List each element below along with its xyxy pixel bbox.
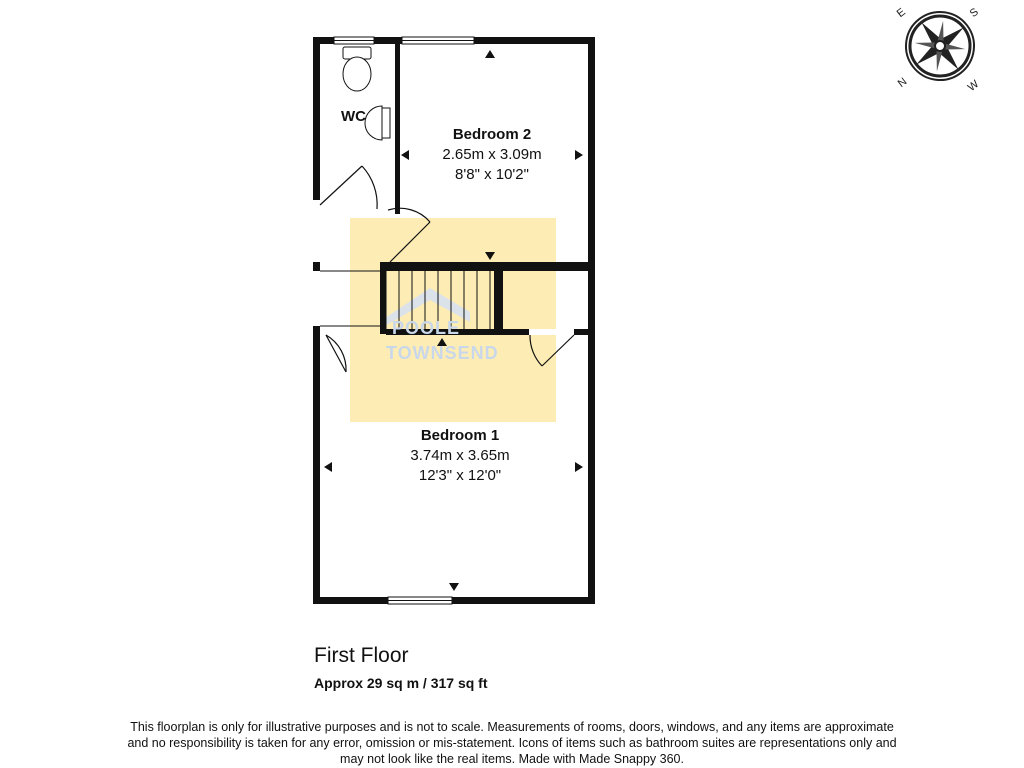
floor-title: First Floor: [314, 644, 409, 667]
bedroom1-imperial: 12'3" x 12'0": [418, 467, 502, 484]
disclaimer-line2: and no responsibility is taken for any error, omission or mis-statement. Icons of items such as bathroom suites are representations only and: [127, 736, 897, 750]
wc-label: WC: [341, 108, 366, 125]
compass-n: N: [895, 75, 910, 90]
floor-area: Approx 29 sq m / 317 sq ft: [314, 675, 488, 691]
disclaimer-line3: may not look like the real items. Made with Made Snappy 360.: [340, 752, 684, 766]
disclaimer: [20, 719, 1004, 767]
bedroom2-name: Bedroom 2: [452, 126, 532, 143]
disclaimer-line1: This floorplan is only for illustrative purposes and is not to scale. Measurements of rooms, doors, windows, and any items are approximate: [130, 720, 894, 734]
bedroom1-metric: 3.74m x 3.65m: [410, 447, 510, 464]
bedroom2-metric: 2.65m x 3.09m: [442, 146, 542, 163]
bedroom2-text: [402, 125, 582, 185]
bedroom1-text: [370, 426, 550, 486]
toilet-icon: [343, 47, 371, 91]
watermark-line2: TOWNSEND: [386, 343, 499, 363]
bedroom2-imperial: 8'8" x 10'2": [455, 166, 529, 183]
watermark-line1: POOLE: [392, 318, 461, 338]
compass-w: W: [965, 78, 982, 94]
bedroom1-name: Bedroom 1: [420, 427, 500, 444]
compass-s: S: [967, 6, 981, 20]
compass-e: E: [894, 6, 908, 20]
